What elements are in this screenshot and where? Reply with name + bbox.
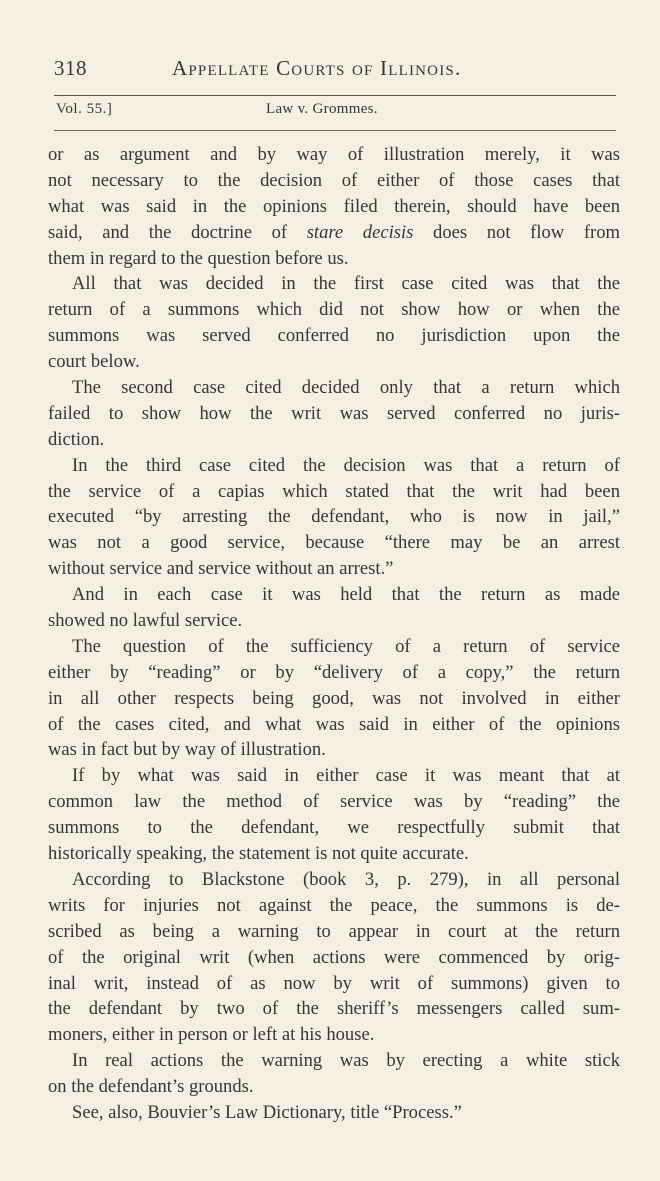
text-line: was in fact but by way of illustration. <box>48 739 326 761</box>
text-line: According to Blackstone (book 3, p. 279), in all personal <box>72 868 620 890</box>
text-line: either by “reading” or by “delivery of a copy,” the return <box>48 661 620 683</box>
text-line: The question of the sufficiency of a return of service <box>72 635 620 657</box>
text-line: summons was served conferred no jurisdiction upon the <box>48 325 620 347</box>
text-line: court below. <box>48 351 140 373</box>
text-line: showed no lawful service. <box>48 610 243 632</box>
text-line: historically speaking, the statement is not quite accurate. <box>48 843 469 865</box>
subheader-rule <box>54 130 616 131</box>
case-subheader <box>56 101 616 125</box>
text-line: In the third case cited the decision was that a return of <box>72 454 620 476</box>
text-line: moners, either in person or left at his house. <box>48 1024 375 1046</box>
text-line: in all other respects being good, was not involved in either <box>48 687 620 709</box>
text-line: writs for injuries not against the peace, the summons is de- <box>48 894 620 916</box>
text-line: And in each case it was held that the return as made <box>72 584 620 606</box>
text-line: was not a good service, because “there may be an arrest <box>48 532 620 554</box>
page-number: 318 <box>54 56 87 80</box>
text-line: summons to the defendant, we respectfully submit that <box>48 817 620 839</box>
page-header <box>54 56 614 86</box>
text-line: what was said in the opinions filed therein, should have been <box>48 195 620 217</box>
text-line: The second case cited decided only that a return which <box>72 377 620 399</box>
case-name: Law v. Grommes. <box>266 101 378 117</box>
text-line: inal writ, instead of as now by writ of summons) given to <box>48 972 620 994</box>
text-line: without service and service without an arrest.” <box>48 558 394 580</box>
text-line: the service of a capias which stated that the writ had been <box>48 480 620 502</box>
header-rule <box>54 95 616 96</box>
text-line: not necessary to the decision of either of those cases that <box>48 169 620 191</box>
text-line: said, and the doctrine of stare decisis does not flow from <box>48 221 620 243</box>
text-line: If by what was said in either case it was meant that at <box>72 765 620 787</box>
text-line: of the original writ (when actions were commenced by orig- <box>48 946 620 968</box>
volume-label: Vol. 55.] <box>56 101 113 117</box>
text-line: common law the method of service was by “reading” the <box>48 791 620 813</box>
text-line: return of a summons which did not show how or when the <box>48 299 620 321</box>
text-line: of the cases cited, and what was said in either of the opinions <box>48 713 620 735</box>
text-line: All that was decided in the first case cited was that the <box>72 273 620 295</box>
body-text <box>48 142 620 1126</box>
text-line: them in regard to the question before us. <box>48 247 349 269</box>
text-line: In real actions the warning was by erecting a white stick <box>72 1050 620 1072</box>
text-line: or as argument and by way of illustration merely, it was <box>48 144 620 165</box>
text-line: See, also, Bouvier’s Law Dictionary, title “Process.” <box>72 1101 462 1123</box>
text-line: scribed as being a warning to appear in court at the return <box>48 920 620 942</box>
text-line: failed to show how the writ was served conferred no juris- <box>48 402 620 424</box>
text-line: on the defendant’s grounds. <box>48 1076 254 1098</box>
text-line: the defendant by two of the sheriff’s messengers called sum- <box>48 998 620 1020</box>
text-line: executed “by arresting the defendant, who is now in jail,” <box>48 506 620 528</box>
running-title: Appellate Courts of Illinois. <box>172 56 462 80</box>
text-line: diction. <box>48 428 105 450</box>
